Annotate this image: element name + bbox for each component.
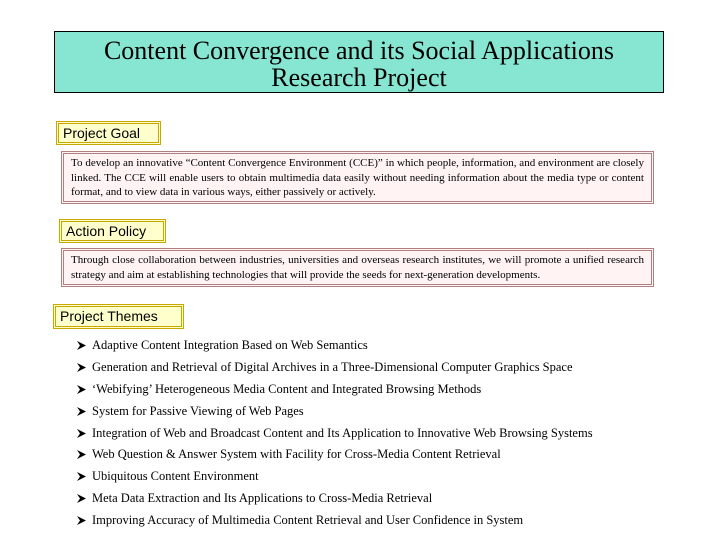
project-goal-label: Project Goal: [56, 121, 161, 145]
project-goal-text: To develop an innovative “Content Convergence Environment (CCE)” in which people, information, and environment are closely linked. The CCE will enable users to obtain multimedia data easily without needing information about the media type or content format, and to view data in various ways, either passively or actively.: [61, 151, 654, 204]
theme-text: System for Passive Viewing of Web Pages: [92, 403, 304, 418]
theme-text: Meta Data Extraction and Its Applications to Cross-Media Retrieval: [92, 490, 433, 505]
theme-text: Adaptive Content Integration Based on Web Semantics: [92, 338, 368, 353]
title-banner: [54, 31, 664, 93]
arrow-bullet-icon: [76, 384, 88, 395]
theme-list-item: [76, 400, 593, 422]
action-policy-label: Action Policy: [59, 219, 166, 243]
arrow-bullet-icon: [76, 406, 88, 417]
arrow-bullet-icon: [76, 493, 88, 504]
project-themes-label: Project Themes: [53, 304, 184, 329]
theme-text: Integration of Web and Broadcast Content and Its Application to Innovative Web Browsing Systems: [92, 425, 593, 440]
page-title-line-2: Research Project: [271, 63, 447, 92]
arrow-bullet-icon: [76, 471, 88, 482]
theme-list-item: [76, 422, 593, 444]
arrow-bullet-icon: [76, 515, 88, 526]
arrow-bullet-icon: [76, 449, 88, 460]
theme-text: Generation and Retrieval of Digital Archives in a Three-Dimensional Computer Graphics Space: [92, 360, 573, 375]
theme-list-item: [76, 509, 593, 531]
theme-text: Web Question & Answer System with Facility for Cross-Media Content Retrieval: [92, 447, 501, 462]
theme-list-item: [76, 488, 593, 510]
theme-list-item: [76, 466, 593, 488]
theme-list-item: [76, 444, 593, 466]
theme-list-item: [76, 357, 593, 379]
page-title-line-1: Content Convergence and its Social Applications: [103, 36, 615, 65]
theme-text: ‘Webifying’ Heterogeneous Media Content and Integrated Browsing Methods: [92, 381, 482, 396]
arrow-bullet-icon: [76, 362, 88, 373]
theme-text: Improving Accuracy of Multimedia Content Retrieval and User Confidence in System: [92, 512, 524, 527]
theme-list-item: [76, 379, 593, 401]
action-policy-text: Through close collaboration between industries, universities and overseas research institutes, we will promote a unified research strategy and aim at establishing technologies that will provide the seeds for next-generation developments.: [61, 248, 654, 287]
theme-list-item: [76, 335, 593, 357]
project-themes-list: [76, 335, 593, 531]
theme-text: Ubiquitous Content Environment: [92, 469, 259, 484]
arrow-bullet-icon: [76, 428, 88, 439]
arrow-bullet-icon: [76, 340, 88, 351]
